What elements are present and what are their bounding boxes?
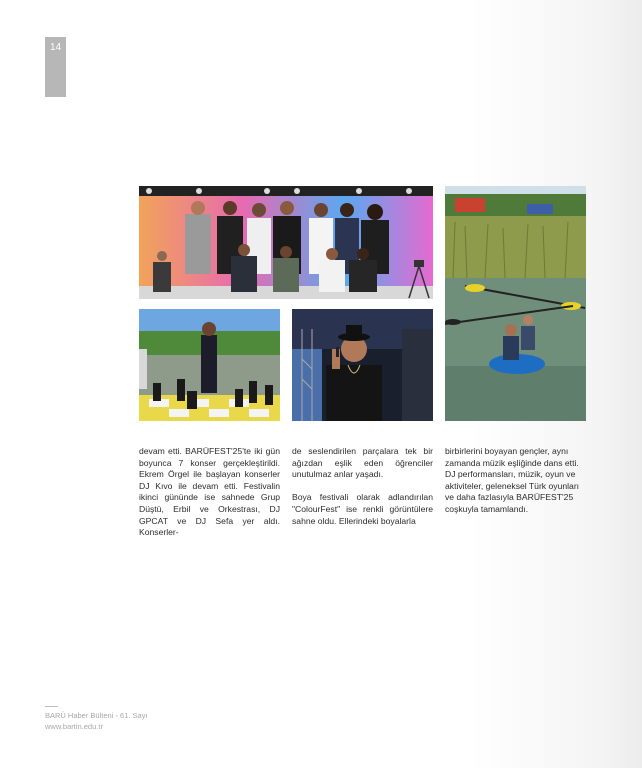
- footer-website-link[interactable]: www.bartin.edu.tr: [45, 722, 103, 731]
- footer-divider: [45, 706, 58, 707]
- text-column-2: [292, 446, 433, 539]
- text-column-3: [445, 446, 586, 527]
- photo-stage-group: [139, 186, 433, 299]
- page-number: 14: [45, 37, 66, 97]
- photo-kayak: [445, 186, 586, 421]
- footer: [45, 710, 148, 732]
- paragraph: birbirlerini boyayan gençler, aynı zamanda müzik eşliğinde dans etti. DJ performansları, müzik, oyun ve aktiviteler, geleneksel Türk oyunları ve daha fazlasıyla BARÜFEST'25 coşkuyla tamamlandı.: [445, 446, 580, 514]
- footer-publication: BARÜ Haber Bülteni - 61. Sayı: [45, 711, 148, 720]
- photo-singer: [292, 309, 433, 421]
- text-column-1: [139, 446, 280, 550]
- paragraph: de seslendirilen parçalara tek bir ağızdan eşlik eden öğrenciler unutulmaz anlar yaşadı.: [292, 446, 433, 480]
- paragraph: devam etti. BARÜFEST'25'te iki gün boyunca 7 konser gerçekleştirildi. Ekrem Örgel ile başlayan konserler DJ Kıvo ile devam etti. Festivalin ikinci gününde ise sahnede Grup Düştü, Erbil ve Orkestrası, DJ GPCAT ve DJ Sefa yer aldı. Konserler-: [139, 446, 280, 538]
- paragraph: Boya festivali olarak adlandırılan "ColourFest" ise renkli görüntülere sahne oldu. Ellerindeki boyalarla: [292, 492, 433, 526]
- photo-giant-chess: [139, 309, 280, 421]
